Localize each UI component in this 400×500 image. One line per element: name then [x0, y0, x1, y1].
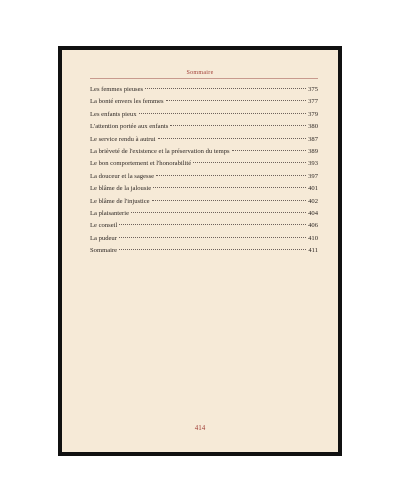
- toc-entry-title: La plaisanterie: [90, 209, 129, 217]
- toc-entry-page: 387: [308, 135, 318, 143]
- table-of-contents: [90, 84, 318, 257]
- toc-entry-page: 402: [308, 197, 318, 205]
- toc-entry-page: 410: [308, 234, 318, 242]
- toc-entry-title: La brièveté de l'existence et la préservation du temps: [90, 147, 230, 155]
- toc-entry-page: 404: [308, 209, 318, 217]
- toc-entry: [90, 183, 318, 195]
- toc-entry-page: 380: [308, 123, 318, 131]
- toc-entry: [90, 171, 318, 183]
- dot-leader: [193, 162, 306, 163]
- toc-entry: [90, 208, 318, 220]
- dot-leader: [139, 113, 307, 114]
- toc-entry-title: La pudeur: [90, 234, 117, 242]
- toc-entry: [90, 134, 318, 146]
- running-head: Sommaire: [186, 70, 214, 76]
- toc-entry: [90, 109, 318, 121]
- dot-leader: [158, 138, 307, 139]
- toc-entry-title: Les enfants pieux: [90, 110, 137, 118]
- toc-entry-title: Le blâme de l'injustice: [90, 197, 150, 205]
- dot-leader: [152, 200, 307, 201]
- dot-leader: [145, 88, 306, 89]
- dot-leader: [119, 237, 306, 238]
- toc-entry-title: La bonté envers les femmes: [90, 98, 164, 106]
- toc-entry: [90, 96, 318, 108]
- header-rule: [90, 78, 318, 79]
- toc-entry-title: Sommaire: [90, 247, 118, 255]
- dot-leader: [156, 175, 306, 176]
- toc-entry: [90, 245, 318, 257]
- toc-entry: [90, 196, 318, 208]
- toc-entry-title: L'attention portée aux enfants: [90, 123, 169, 131]
- toc-entry-page: 377: [308, 98, 318, 106]
- toc-entry-page: 397: [308, 172, 318, 180]
- toc-entry: [90, 158, 318, 170]
- toc-entry-title: Les femmes pieuses: [90, 86, 144, 93]
- toc-entry: [90, 146, 318, 158]
- toc-entry: [90, 233, 318, 245]
- toc-entry-page: 375: [308, 86, 318, 93]
- dot-leader: [153, 187, 306, 188]
- toc-entry-page: 389: [308, 147, 318, 155]
- toc-entry-page: 411: [308, 247, 318, 255]
- page-number: 414: [194, 424, 206, 432]
- toc-entry: [90, 84, 318, 96]
- dot-leader: [119, 249, 306, 250]
- toc-entry: [90, 220, 318, 232]
- toc-entry-title: La douceur et la sagesse: [90, 172, 155, 180]
- toc-entry-title: Le bon comportement et l'honorabilité: [90, 160, 192, 168]
- dot-leader: [170, 125, 306, 126]
- dot-leader: [131, 212, 306, 213]
- book-page: [62, 50, 338, 452]
- dot-leader: [166, 100, 307, 101]
- toc-entry: [90, 121, 318, 133]
- dot-leader: [119, 224, 306, 225]
- toc-entry-page: 379: [308, 110, 318, 118]
- toc-entry-title: Le conseil: [90, 222, 118, 230]
- toc-entry-page: 406: [308, 222, 318, 230]
- dot-leader: [232, 150, 307, 151]
- toc-entry-title: Le service rendu à autrui: [90, 135, 156, 143]
- toc-entry-page: 401: [308, 185, 318, 193]
- toc-entry-title: Le blâme de la jalousie: [90, 185, 152, 193]
- toc-entry-page: 393: [308, 160, 318, 168]
- page-border: [58, 46, 342, 456]
